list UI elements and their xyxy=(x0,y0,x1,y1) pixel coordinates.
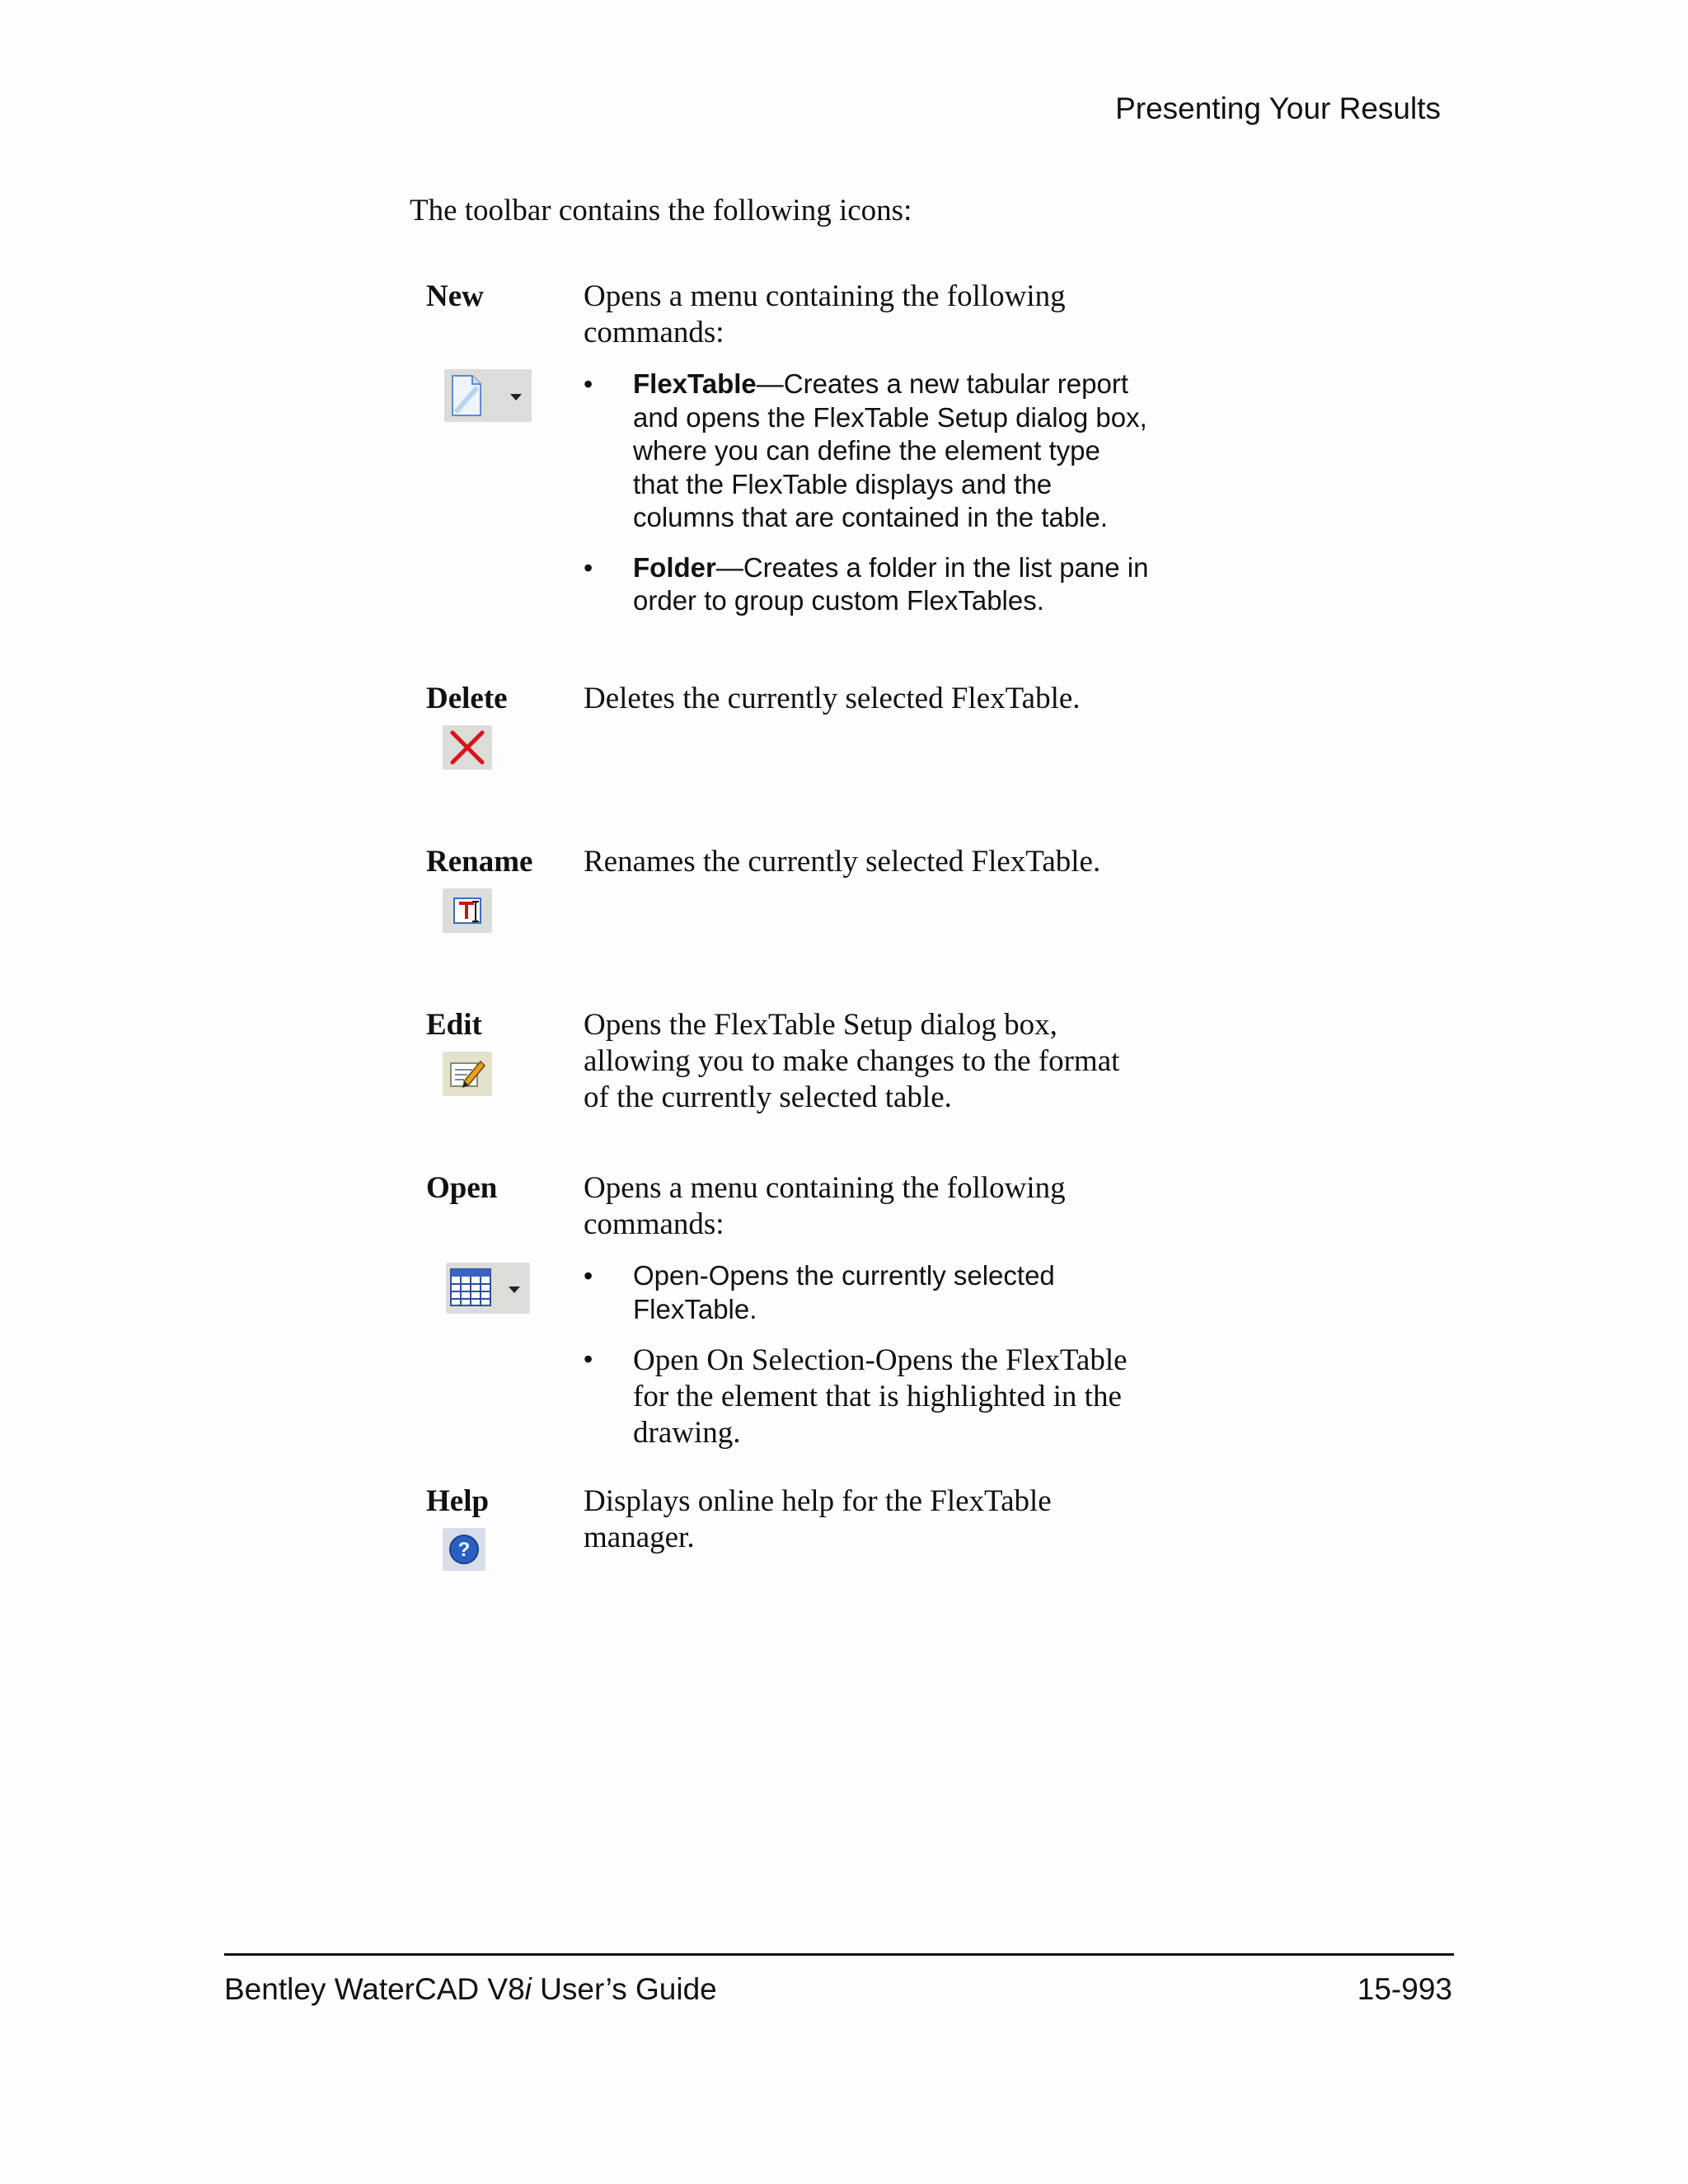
bullet-bold-folder: Folder xyxy=(633,551,716,583)
term-help: Help xyxy=(426,1484,490,1518)
edit-icon[interactable] xyxy=(443,1052,492,1096)
desc-new xyxy=(584,279,1152,618)
bullet-text: —Creates a folder in the list pane in order to group custom FlexTables. xyxy=(633,551,1149,616)
list-item xyxy=(584,368,1152,535)
desc-rename-text: Renames the currently selected FlexTable. xyxy=(584,845,1101,879)
footer-rule xyxy=(224,1953,1454,1956)
term-delete: Delete xyxy=(426,682,508,715)
new-flextable-icon[interactable] xyxy=(444,369,532,422)
term-rename: Rename xyxy=(426,845,533,879)
desc-delete xyxy=(584,681,1152,717)
bullet-text: Open-Opens the currently selected FlexTable. xyxy=(633,1260,1055,1324)
list-item xyxy=(584,1259,1152,1326)
svg-text:?: ? xyxy=(457,1539,471,1561)
list-item xyxy=(584,1343,1152,1451)
desc-help xyxy=(584,1483,1152,1556)
intro-text: The toolbar contains the following icons: xyxy=(410,194,912,227)
footer-title-suffix: User’s Guide xyxy=(531,1972,717,2006)
bullet-text: —Creates a new tabular report and opens the FlexTable Setup dialog box, where you can define the element type that the FlexTable displays and the columns that are contained in the table. xyxy=(633,368,1147,532)
page-header-title: Presenting Your Results xyxy=(1115,91,1441,125)
bullet-bold-flextable: FlexTable xyxy=(633,368,757,399)
bullet-text: Open On Selection-Opens the FlexTable for the element that is highlighted in the drawing. xyxy=(633,1343,1128,1450)
help-icon[interactable] xyxy=(443,1528,485,1571)
bullet-mark: • xyxy=(584,1261,593,1291)
footer-title-prefix: Bentley WaterCAD V8 xyxy=(224,1972,525,2006)
list-item xyxy=(584,551,1152,618)
footer-title-italic: i xyxy=(524,1972,532,2006)
bullet-mark: • xyxy=(584,552,593,583)
desc-edit-text: Opens the FlexTable Setup dialog box, allowing you to make changes to the format of the currently selected table. xyxy=(584,1008,1120,1114)
bullet-mark: • xyxy=(584,369,593,399)
desc-help-text: Displays online help for the FlexTable manager. xyxy=(584,1484,1052,1554)
term-open: Open xyxy=(426,1171,498,1205)
desc-open xyxy=(584,1170,1152,1451)
footer-guide-title xyxy=(224,1971,717,2008)
footer-page-number: 15-993 xyxy=(1357,1972,1452,2006)
term-new: New xyxy=(426,279,484,313)
delete-icon[interactable] xyxy=(443,725,492,770)
desc-edit xyxy=(584,1007,1152,1116)
bullet-mark: • xyxy=(584,1344,593,1374)
rename-icon[interactable] xyxy=(443,888,492,933)
desc-open-text: Opens a menu containing the following commands: xyxy=(584,1171,1066,1241)
open-table-icon[interactable] xyxy=(446,1263,530,1314)
desc-delete-text: Deletes the currently selected FlexTable. xyxy=(584,682,1081,715)
term-edit: Edit xyxy=(426,1008,482,1042)
desc-new-text: Opens a menu containing the following commands: xyxy=(584,279,1066,349)
desc-rename xyxy=(584,844,1152,880)
